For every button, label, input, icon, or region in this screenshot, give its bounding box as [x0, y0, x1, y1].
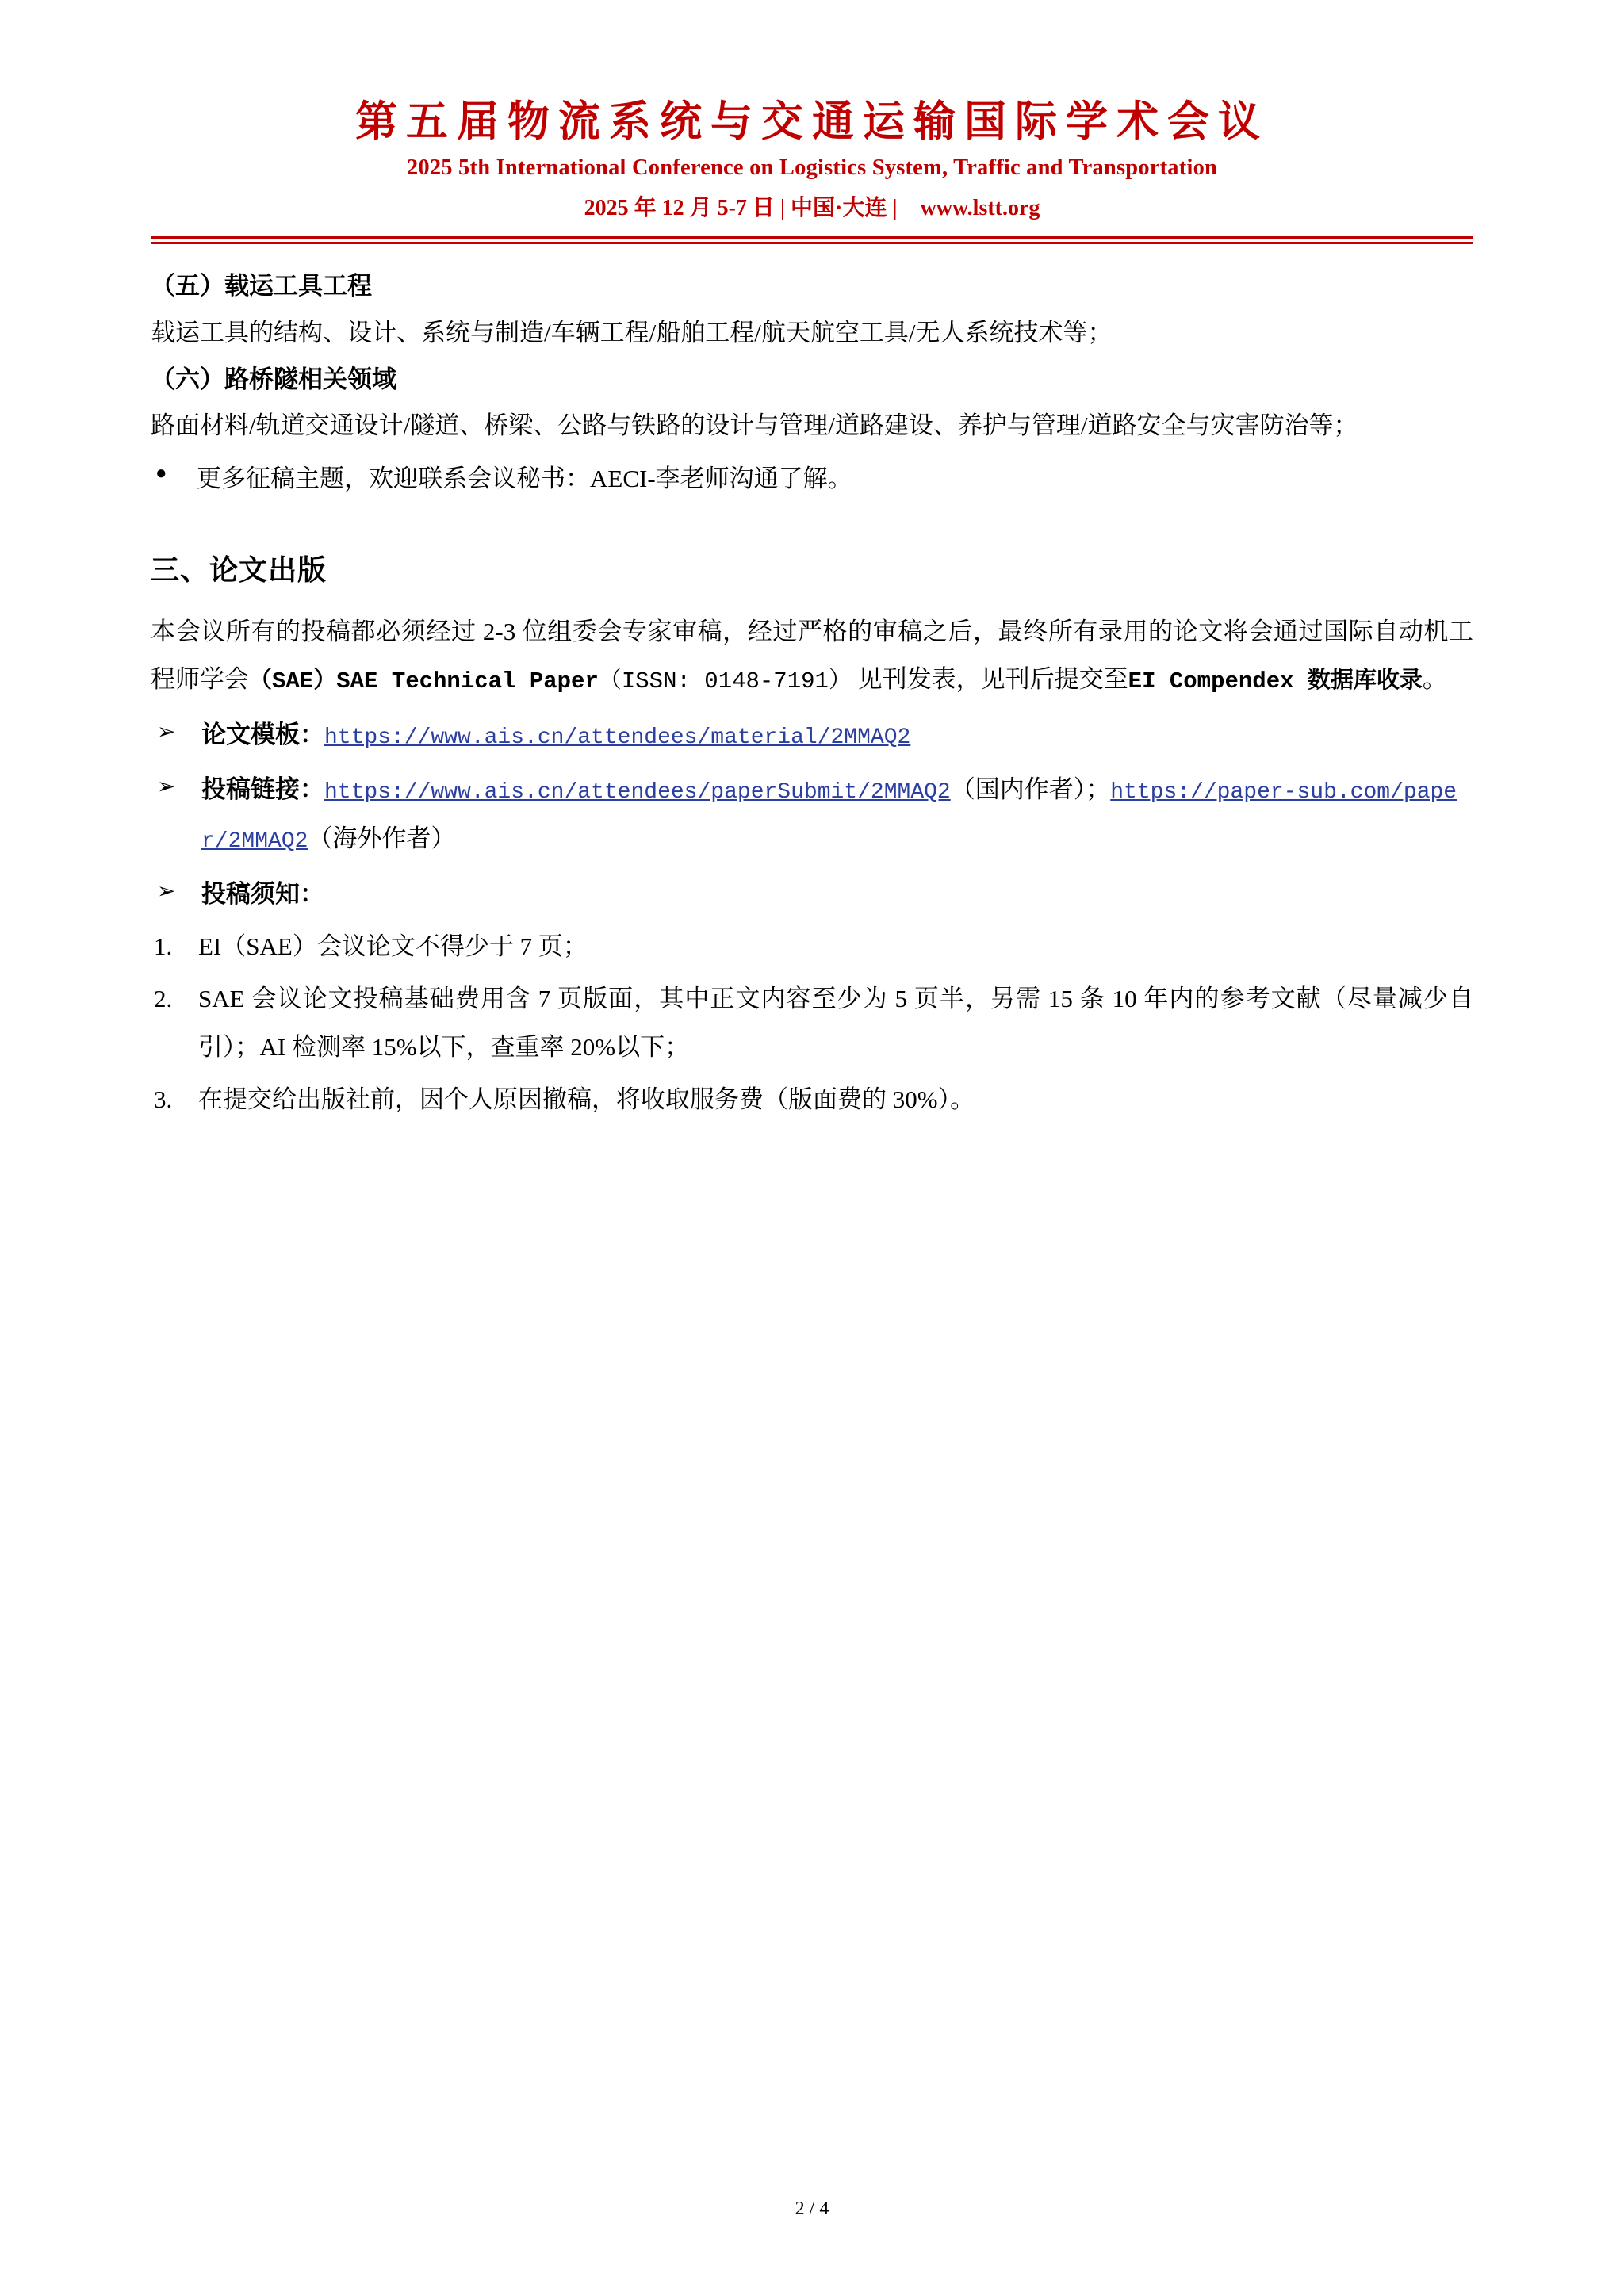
list-item-submission-notice [151, 871, 1473, 918]
arrow-marker-icon: ➢ [157, 775, 176, 800]
numbered-item-1-marker: 1. [154, 932, 173, 961]
numbered-item-2-marker: 2. [154, 985, 173, 1013]
topic-6-heading: （六）路桥隧相关领域 [151, 365, 396, 394]
publication-text-part-1: 本会议所有的投稿都必须经过 2-3 位组委会专家审稿，经过严格的审稿之后，最终所有录用的论文将会通过国际自动机工程师学会 [151, 617, 1473, 694]
publication-issn: （ISSN: 0148-7191） [598, 668, 852, 695]
publication-paragraph [151, 608, 1473, 705]
numbered-item-3-text: 在提交给出版社前，因个人原因撤稿，将收取服务费（版面费的 30%）。 [198, 1085, 975, 1114]
numbered-item-2 [151, 975, 1473, 1071]
submission-link-label: 投稿链接： [201, 775, 324, 804]
paper-template-link[interactable]: https://www.ais.cn/attendees/material/2MMAQ2 [324, 725, 911, 750]
bullet-dot-icon: ● [155, 462, 167, 484]
header-date-location [151, 190, 1473, 222]
submission-link-domestic-suffix: （国内作者）； [950, 775, 1111, 804]
header-title-en: 2025 5th International Conference on Logistics System, Traffic and Transportation [406, 155, 1218, 181]
list-item-paper-template [151, 711, 1473, 760]
publication-ei-label: EI Compendex 数据库收录 [1128, 668, 1423, 695]
section-3-title: 三、论文出版 [151, 554, 327, 587]
topic-5-body: 载运工具的结构、设计、系统与制造/车辆工程/船舶工程/航天航空工具/无人系统技术等； [151, 318, 1113, 346]
publication-text-end: 。 [1422, 665, 1447, 694]
document-body [151, 263, 1473, 1124]
publication-sae-label: （SAE）SAE Technical Paper [249, 668, 599, 695]
header-divider [151, 236, 1473, 244]
numbered-item-3 [151, 1076, 1473, 1123]
list-item-submission-links [151, 766, 1473, 863]
numbered-item-2-text: SAE 会议论文投稿基础费用含 7 页版面，其中正文内容至少为 5 页半，另需 15 条 10 年内的参考文献（尽量减少自引）；AI 检测率 15%以下，查重率 20%以下； [198, 985, 1473, 1061]
bullet-more-topics [151, 455, 1473, 503]
publication-text-part-2: 见刊发表，见刊后提交至 [857, 665, 1128, 694]
header-title-cn: 第五届物流系统与交通运输国际学术会议 [355, 97, 1269, 146]
page-number: 2 / 4 [795, 2198, 829, 2219]
numbered-item-3-marker: 3. [154, 1085, 173, 1114]
submission-link-overseas-suffix: （海外作者） [308, 825, 456, 853]
arrow-marker-icon: ➢ [157, 878, 176, 904]
list-item-paper-template-body [201, 711, 1473, 760]
submission-link-domestic[interactable]: https://www.ais.cn/attendees/paperSubmit/2MMAQ2 [324, 780, 951, 806]
conference-header [151, 0, 1473, 244]
header-website[interactable]: www.lstt.org [920, 196, 1040, 221]
numbered-item-1-text: EI（SAE）会议论文不得少于 7 页； [198, 932, 588, 961]
header-meta-spacer [903, 196, 915, 220]
list-item-submission-links-body [201, 766, 1473, 863]
paper-template-label: 论文模板： [201, 720, 324, 748]
submission-notice-label: 投稿须知： [201, 879, 324, 908]
page-footer [0, 2198, 1624, 2220]
submission-link-overseas[interactable]: https://paper-sub.com/paper/2MMAQ2 [201, 780, 1457, 855]
topic-6-body: 路面材料/轨道交通设计/隧道、桥梁、公路与铁路的设计与管理/道路建设、养护与管理/道路安全与灾害防治等； [151, 411, 1358, 440]
header-date-text: 2025 年 12 月 5-7 日 | 中国·大连 | [584, 196, 898, 221]
bullet-more-topics-text: 更多征稿主题，欢迎联系会议秘书：AECI-李老师沟通了解。 [197, 464, 852, 492]
numbered-item-1 [151, 923, 1473, 970]
arrow-marker-icon: ➢ [157, 719, 176, 744]
topic-5-heading: （五）载运工具工程 [151, 272, 372, 300]
